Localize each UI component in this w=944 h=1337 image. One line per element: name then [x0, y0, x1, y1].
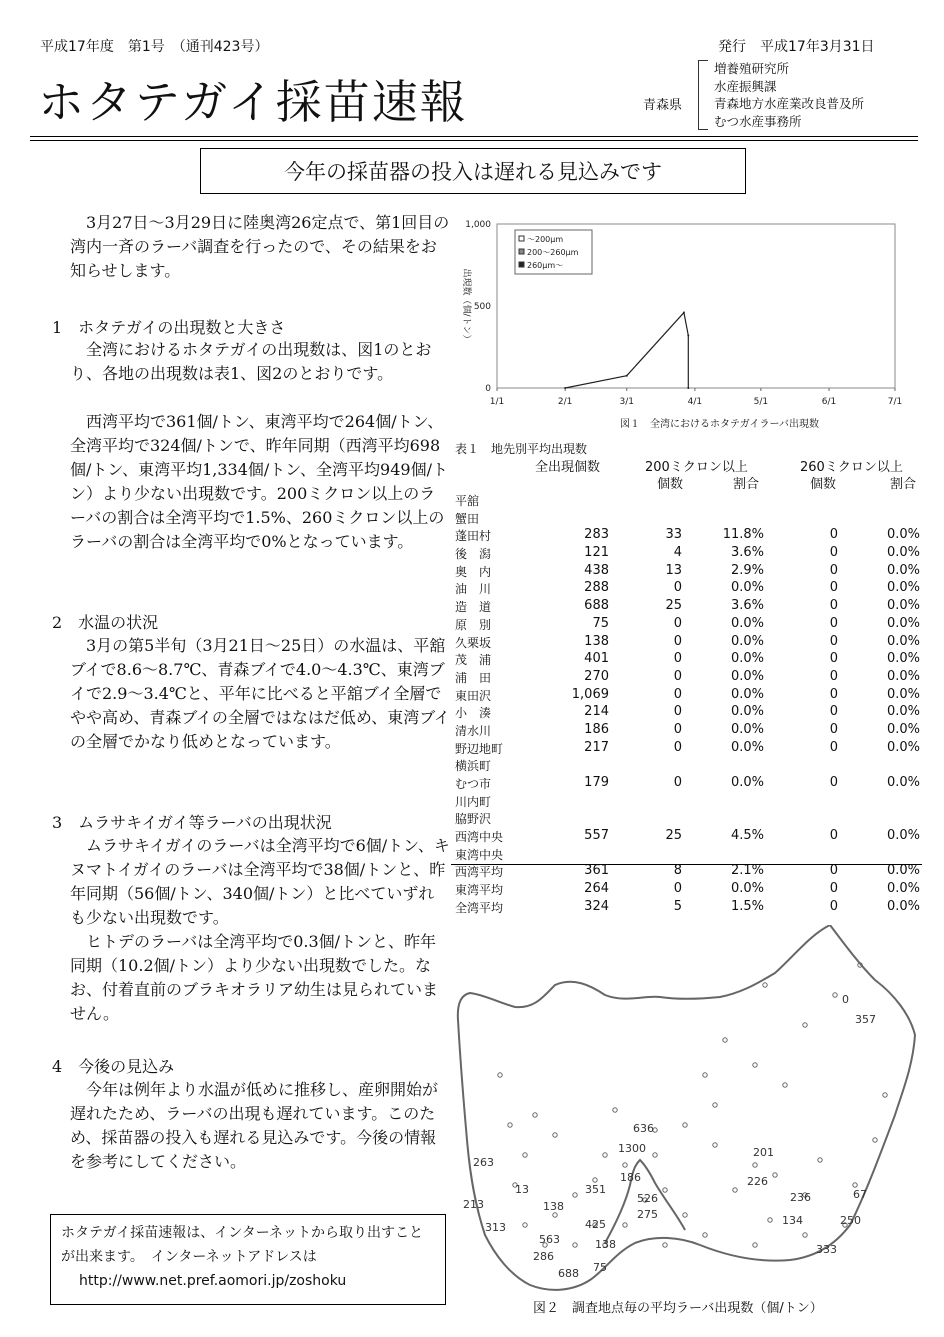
cell-ratio-200: 4.5%: [730, 828, 764, 844]
station-value: 425: [585, 1218, 606, 1231]
cell-ratio-260: 0.0%: [886, 828, 920, 844]
cell-count-260: 0: [829, 898, 838, 914]
cell-count-200: 0: [673, 651, 682, 667]
footer-box: [50, 1214, 446, 1305]
cell-count-260: 0: [829, 704, 838, 720]
publisher-bracket: [698, 60, 708, 130]
cell-location: 後 潟: [455, 547, 492, 562]
series-point: [687, 387, 689, 389]
station-marker: [883, 1093, 887, 1097]
cell-total: 186: [584, 721, 609, 737]
cell-count-200: 0: [673, 704, 682, 720]
station-marker: [613, 1108, 617, 1112]
header-rule: [30, 140, 918, 141]
station-value: 351: [585, 1183, 606, 1196]
table-row: [455, 775, 922, 793]
cell-count-200: 0: [673, 686, 682, 702]
station-marker: [593, 1178, 597, 1182]
table-row: [455, 881, 922, 899]
cell-location: 野辺地町: [455, 741, 504, 756]
station-value: 357: [855, 1013, 876, 1026]
cell-total: 288: [584, 580, 609, 596]
map-labels: [463, 993, 876, 1280]
cell-total: 557: [584, 828, 609, 844]
table-row: [455, 634, 922, 652]
headline: 今年の採苗器の投入は遅れる見込みです: [284, 160, 662, 184]
station-marker: [783, 1083, 787, 1087]
cell-total: 270: [584, 668, 609, 684]
y-axis-label: 出現数（個/トン）: [461, 268, 471, 344]
station-marker: [763, 983, 767, 987]
station-marker: [753, 1243, 757, 1247]
cell-count-260: 0: [829, 545, 838, 561]
map-caption: 図２ 調査地点毎の平均ラーバ出現数（個/トン）: [533, 1301, 823, 1316]
larvae-line-chart: [450, 210, 912, 416]
table-row: [455, 899, 922, 917]
station-marker: [713, 1103, 717, 1107]
footer-url[interactable]: http://www.net.pref.aomori.jp/zoshoku: [79, 1273, 347, 1289]
cell-count-200: 25: [665, 598, 682, 614]
station-marker: [713, 1143, 717, 1147]
cell-ratio-260: 0.0%: [886, 668, 920, 684]
x-tick-label: 4/1: [687, 397, 703, 407]
station-marker: [768, 1218, 772, 1222]
masthead-title: ホタテガイ採苗速報: [38, 75, 468, 129]
station-value: 636: [633, 1122, 654, 1135]
cell-location: 蓬田村: [455, 529, 492, 544]
station-marker: [623, 1223, 627, 1227]
cell-count-260: 0: [829, 598, 838, 614]
x-tick-label: 3/1: [619, 397, 634, 407]
cell-total: 264: [584, 881, 609, 897]
station-value: 13: [515, 1183, 529, 1196]
cell-count-260: 0: [829, 881, 838, 897]
legend-swatch: [519, 262, 524, 267]
cell-ratio-200: 0.0%: [730, 739, 764, 755]
station-value: 263: [473, 1156, 494, 1169]
station-value: 138: [543, 1200, 564, 1213]
cell-count-260: 0: [829, 863, 838, 879]
station-marker: [553, 1133, 557, 1137]
header-count: 個数: [657, 477, 684, 492]
cell-location: むつ市: [455, 777, 492, 791]
cell-count-200: 0: [673, 633, 682, 649]
bay-outline: [458, 925, 915, 1290]
cell-total: 121: [584, 545, 609, 561]
publisher-item: 水産振興課: [714, 78, 777, 94]
station-marker: [523, 1153, 527, 1157]
cell-count-200: 0: [673, 580, 682, 596]
table-row: [455, 687, 922, 705]
station-marker: [603, 1153, 607, 1157]
cell-ratio-260: 0.0%: [886, 721, 920, 737]
table-row: [455, 722, 922, 740]
cell-location: 蟹田: [455, 511, 480, 526]
footer-text: ホタテガイ採苗速報は、インターネットから取り出すことが出来ます。 インターネットアドレスは: [61, 1225, 424, 1265]
cell-ratio-200: 11.8%: [722, 527, 764, 543]
cell-location: 小 湊: [455, 706, 492, 721]
x-tick-label: 6/1: [821, 397, 837, 407]
station-value: 134: [782, 1214, 803, 1227]
table-row: [455, 598, 922, 616]
station-marker: [573, 1193, 577, 1197]
legend-label: 260μm～: [527, 261, 564, 270]
station-marker: [723, 1038, 727, 1042]
cell-count-260: 0: [829, 651, 838, 667]
cell-ratio-260: 0.0%: [886, 633, 920, 649]
station-marker: [803, 1233, 807, 1237]
header-count: 個数: [810, 477, 837, 492]
section-heading: 2 水温の状況: [52, 613, 159, 632]
cell-ratio-260: 0.0%: [886, 775, 920, 790]
station-marker: [833, 993, 837, 997]
cell-location: 浦 田: [455, 670, 492, 685]
table-row: [455, 580, 922, 598]
section-paragraph: 3月の第5半旬（3月21日～25日）の水温は、平舘ブイで8.6～8.7℃、青森ブイで4.0～4.3℃、東湾ブイで2.9～3.4℃と、平年に比べると平舘ブイ全層でやや高め、青森ブイの全層ではなはだ低め、東湾ブイの全層でかなり低めとなっています。: [70, 636, 450, 751]
cell-ratio-200: 0.0%: [730, 721, 764, 737]
table-row: [455, 740, 922, 758]
station-marker: [853, 1183, 857, 1187]
header-200: 200ミクロン以上: [645, 460, 748, 475]
cell-total: 214: [584, 704, 609, 720]
cell-ratio-260: 0.0%: [886, 562, 920, 578]
table-row: [455, 510, 922, 528]
cell-ratio-260: 0.0%: [886, 704, 920, 720]
station-marker: [873, 1138, 877, 1142]
table-row: [455, 793, 922, 811]
station-marker: [818, 1158, 822, 1162]
cell-count-260: 0: [829, 562, 838, 578]
cell-count-260: 0: [829, 615, 838, 631]
table-row: [455, 810, 922, 828]
cell-ratio-200: 3.6%: [730, 598, 764, 614]
x-tick-label: 7/1: [887, 397, 903, 407]
cell-ratio-200: 0.0%: [730, 881, 764, 897]
cell-ratio-260: 0.0%: [886, 686, 920, 702]
cell-count-200: 13: [665, 562, 682, 578]
cell-ratio-200: 0.0%: [730, 704, 764, 720]
series-point: [683, 312, 685, 314]
cell-ratio-260: 0.0%: [886, 739, 920, 755]
table-row: [455, 616, 922, 634]
chart-caption: 図１ 全湾におけるホタテガイラーバ出現数: [620, 419, 819, 430]
section-paragraph: 西湾平均で361個/トン、東湾平均で264個/トン、全湾平均で324個/トンで、昨年同期（西湾平均698個/トン、東湾平均1,334個/トン、全湾平均949個/トン）より少ない出現数です。200ミクロン以上のラーバの割合は全湾平均で1.5%、260ミクロン以上のラーバの割合は全湾平均で0%となっています。: [70, 412, 448, 551]
bay-map: [455, 925, 925, 1295]
publisher-list: [714, 60, 864, 130]
station-value: 67: [853, 1188, 867, 1201]
station-value: 688: [558, 1267, 579, 1280]
header-ratio: 割合: [890, 477, 917, 492]
cell-ratio-260: 0.0%: [886, 545, 920, 561]
station-value: 333: [816, 1243, 837, 1256]
station-value: 1300: [618, 1142, 646, 1155]
table-row: [455, 757, 922, 775]
cell-location: 原 別: [455, 617, 492, 632]
station-value: 186: [620, 1171, 641, 1184]
station-value: 75: [593, 1261, 607, 1274]
cell-total: 217: [584, 739, 609, 755]
cell-location: 横浜町: [455, 759, 492, 774]
section-paragraph: ムラサキイガイのラーバは全湾平均で6個/トン、キヌマトイガイのラーバは全湾平均で38個/トンと、昨年同期（56個/トン、340個/トン）と比べていずれも少ない出現数です。: [70, 836, 450, 927]
table-header: [455, 456, 922, 490]
cell-count-260: 0: [829, 828, 838, 844]
x-tick-label: 1/1: [489, 397, 505, 407]
station-value: 201: [753, 1146, 774, 1159]
intro-paragraph: 3月27日～3月29日に陸奥湾26定点で、第1回目の湾内一斉のラーバ調査を行ったので、その結果をお知らせします。: [70, 213, 450, 280]
cell-ratio-200: 2.9%: [730, 562, 764, 578]
section-paragraph: 今年は例年より水温が低めに推移し、産卵開始が遅れたため、ラーバの出現も遅れています。このため、採苗器の投入も遅れる見込みです。今後の情報を参考にしてください。: [70, 1080, 439, 1171]
cell-location: 西湾中央: [455, 830, 504, 845]
cell-ratio-200: 0.0%: [730, 580, 764, 596]
cell-ratio-200: 2.1%: [730, 863, 764, 879]
section-heading: 3 ムラサキイガイ等ラーバの出現状況: [52, 813, 332, 832]
section-heading: 4 今後の見込み: [52, 1057, 175, 1076]
station-marker: [733, 1188, 737, 1192]
cell-total: 324: [584, 898, 609, 914]
cell-location: 久栗坂: [455, 635, 492, 650]
table-row: [455, 828, 922, 846]
cell-count-200: 0: [673, 775, 682, 790]
cell-location: 西湾平均: [455, 865, 504, 880]
cell-location: 東田沢: [455, 688, 492, 703]
cell-count-200: 33: [665, 527, 682, 543]
table-row: [455, 527, 922, 545]
cell-ratio-200: 0.0%: [730, 651, 764, 667]
station-marker: [703, 1233, 707, 1237]
y-tick-label: 500: [473, 302, 491, 312]
cell-ratio-200: 0.0%: [730, 686, 764, 702]
series-point: [687, 335, 689, 337]
station-marker: [623, 1163, 627, 1167]
legend-label: 200～260μm: [527, 248, 579, 257]
station-value: 286: [533, 1250, 554, 1263]
publisher-prefecture: 青森県: [643, 98, 683, 113]
cell-count-260: 0: [829, 633, 838, 649]
station-marker: [753, 1063, 757, 1067]
station-marker: [663, 1243, 667, 1247]
cell-count-260: 0: [829, 721, 838, 737]
section-paragraph: ヒトデのラーバは全湾平均で0.3個/トンと、昨年同期（10.2個/トン）より少ない出現数でした。なお、付着直前のブラキオラリア幼生は見られていません。: [70, 932, 439, 1023]
header-ratio: 割合: [733, 477, 760, 492]
station-marker: [663, 1188, 667, 1192]
cell-location: 清水川: [455, 723, 492, 738]
station-marker: [803, 1023, 807, 1027]
cell-total: 438: [584, 562, 609, 578]
station-marker: [523, 1223, 527, 1227]
y-tick-label: 0: [485, 384, 491, 394]
cell-total: 138: [584, 633, 609, 649]
cell-count-260: 0: [829, 668, 838, 684]
station-marker: [703, 1073, 707, 1077]
station-marker: [683, 1213, 687, 1217]
header-260: 260ミクロン以上: [800, 460, 903, 475]
x-tick-label: 5/1: [753, 397, 769, 407]
cell-ratio-200: 1.5%: [730, 898, 764, 914]
cell-count-200: 0: [673, 615, 682, 631]
cell-location: 平舘: [455, 494, 480, 508]
publish-date: 発行 平成17年3月31日: [718, 39, 875, 55]
cell-ratio-200: 0.0%: [730, 668, 764, 684]
cell-count-200: 25: [665, 828, 682, 844]
cell-count-200: 8: [673, 863, 682, 879]
station-value: 526: [637, 1192, 658, 1205]
cell-total: 688: [584, 598, 609, 614]
station-marker: [573, 1243, 577, 1247]
cell-location: 東湾平均: [455, 883, 504, 898]
table-row: [455, 846, 922, 864]
station-value: 213: [463, 1198, 484, 1211]
cell-location: 全湾平均: [455, 900, 504, 915]
table-row: [455, 669, 922, 687]
headline-box: [200, 148, 746, 194]
station-marker: [773, 1173, 777, 1177]
series-point: [626, 375, 628, 377]
cell-total: 1,069: [571, 686, 609, 702]
legend-swatch: [519, 249, 524, 254]
series-point: [564, 387, 566, 389]
cell-location: 油 川: [455, 582, 492, 597]
table-row: [455, 492, 922, 510]
cell-location: 脇野沢: [455, 812, 492, 827]
station-value: 226: [747, 1175, 768, 1188]
cell-total: 401: [584, 651, 609, 667]
legend-swatch: [519, 236, 524, 241]
cell-location: 茂 浦: [455, 653, 492, 668]
section-paragraph: 全湾におけるホタテガイの出現数は、図1のとおり、各地の出現数は表1、図2のとおりです。: [70, 340, 432, 383]
x-tick-label: 2/1: [557, 397, 573, 407]
table-row: [455, 545, 922, 563]
header-rule: [30, 136, 918, 137]
station-marker: [508, 1123, 512, 1127]
cell-total: 75: [592, 615, 609, 631]
header-total: 全出現個数: [535, 460, 601, 475]
cell-count-200: 0: [673, 881, 682, 897]
cell-count-200: 0: [673, 739, 682, 755]
station-value: 250: [840, 1214, 861, 1227]
cell-count-260: 0: [829, 580, 838, 596]
cell-total: 283: [584, 527, 609, 543]
cell-total: 361: [584, 863, 609, 879]
table-body: [455, 492, 922, 917]
station-marker: [553, 1213, 557, 1217]
publisher-item: 青森地方水産業改良普及所: [714, 96, 865, 111]
station-value: 138: [595, 1238, 616, 1251]
cell-ratio-200: 3.6%: [730, 545, 764, 561]
cell-location: 造 道: [455, 600, 492, 615]
station-value: 275: [637, 1208, 658, 1221]
cell-location: 奥 内: [455, 564, 492, 579]
cell-ratio-260: 0.0%: [886, 527, 920, 543]
cell-ratio-260: 0.0%: [886, 615, 920, 631]
station-marker: [498, 1073, 502, 1077]
cell-count-260: 0: [829, 686, 838, 702]
table-title: 表１ 地先別平均出現数: [455, 442, 588, 456]
cell-ratio-200: 0.0%: [730, 633, 764, 649]
cell-count-260: 0: [829, 527, 838, 543]
table-row: [455, 563, 922, 581]
table-row: [455, 651, 922, 669]
publisher-item: 増養殖研究所: [714, 61, 790, 76]
cell-ratio-260: 0.0%: [886, 863, 920, 879]
publisher-item: むつ水産事務所: [714, 113, 802, 129]
y-tick-label: 1,000: [465, 220, 491, 230]
station-value: 0: [842, 993, 849, 1006]
cell-total: 179: [584, 775, 609, 790]
cell-count-260: 0: [829, 775, 838, 790]
station-value: 313: [485, 1221, 506, 1234]
cell-count-200: 0: [673, 721, 682, 737]
station-value: 236: [790, 1191, 811, 1204]
table-row: [455, 704, 922, 722]
issue-info: 平成17年度 第1号 （通刊423号）: [40, 39, 269, 55]
table-rule: [451, 864, 922, 865]
cell-location: 東湾中央: [455, 847, 504, 862]
station-marker: [533, 1113, 537, 1117]
cell-count-200: 4: [673, 545, 682, 561]
cell-ratio-260: 0.0%: [886, 898, 920, 914]
cell-count-200: 5: [673, 898, 682, 914]
station-marker: [753, 1163, 757, 1167]
cell-ratio-260: 0.0%: [886, 598, 920, 614]
cell-location: 川内町: [455, 794, 492, 809]
station-marker: [683, 1123, 687, 1127]
cell-ratio-260: 0.0%: [886, 881, 920, 897]
cell-count-200: 0: [673, 668, 682, 684]
cell-ratio-200: 0.0%: [730, 615, 764, 631]
cell-ratio-260: 0.0%: [886, 651, 920, 667]
station-marker: [653, 1153, 657, 1157]
table-row: [455, 863, 922, 881]
legend-label: ～200μm: [527, 235, 564, 244]
cell-count-260: 0: [829, 739, 838, 755]
station-value: 563: [539, 1233, 560, 1246]
cell-ratio-200: 0.0%: [730, 775, 764, 790]
section-heading: 1 ホタテガイの出現数と大きさ: [52, 318, 286, 337]
cell-ratio-260: 0.0%: [886, 580, 920, 596]
